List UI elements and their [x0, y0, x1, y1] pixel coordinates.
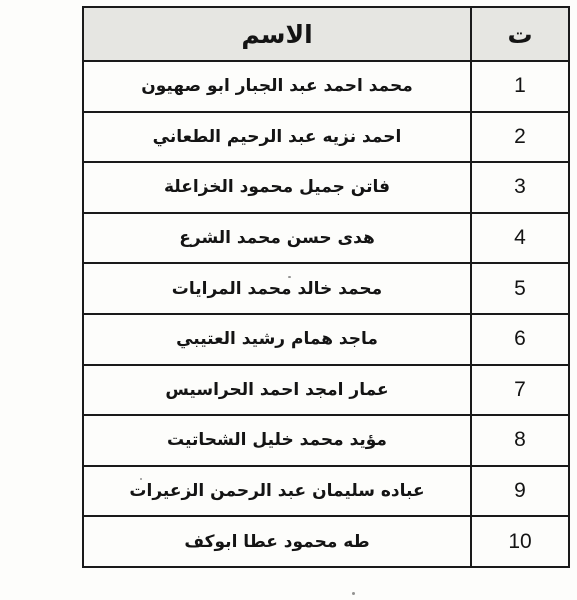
table-row [83, 112, 569, 163]
row-name: هدى حسن محمد الشرع [83, 213, 471, 264]
table-row [83, 213, 569, 264]
row-number: 4 [471, 213, 569, 264]
row-number: 7 [471, 365, 569, 416]
row-name: طه محمود عطا ابوكف [83, 516, 471, 567]
row-number: 2 [471, 112, 569, 163]
row-number: 1 [471, 61, 569, 112]
row-name: محمد خالد محمد المرايات [83, 263, 471, 314]
table-row [83, 314, 569, 365]
row-number: 6 [471, 314, 569, 365]
scan-speck [288, 276, 291, 278]
table-row [83, 61, 569, 112]
table-row [83, 263, 569, 314]
row-number: 5 [471, 263, 569, 314]
table-row [83, 415, 569, 466]
table-row [83, 162, 569, 213]
scan-speck [352, 592, 355, 595]
row-name: عمار امجد احمد الحراسيس [83, 365, 471, 416]
row-name: محمد احمد عبد الجبار ابو صهيون [83, 61, 471, 112]
row-name: مؤيد محمد خليل الشحاتيت [83, 415, 471, 466]
row-name: ماجد همام رشيد العتيبي [83, 314, 471, 365]
row-number: 8 [471, 415, 569, 466]
table-header [83, 7, 569, 61]
header-number: ت [471, 7, 569, 61]
scan-speck [140, 478, 142, 480]
row-number: 3 [471, 162, 569, 213]
table-row [83, 516, 569, 567]
table-row [83, 466, 569, 517]
names-table [82, 6, 570, 568]
row-number: 10 [471, 516, 569, 567]
header-row [83, 7, 569, 61]
row-name: عباده سليمان عبد الرحمن الزعيرات [83, 466, 471, 517]
header-name: الاسم [83, 7, 471, 61]
table-body [83, 61, 569, 567]
row-number: 9 [471, 466, 569, 517]
row-name: احمد نزيه عبد الرحيم الطعاني [83, 112, 471, 163]
table-row [83, 365, 569, 416]
row-name: فاتن جميل محمود الخزاعلة [83, 162, 471, 213]
